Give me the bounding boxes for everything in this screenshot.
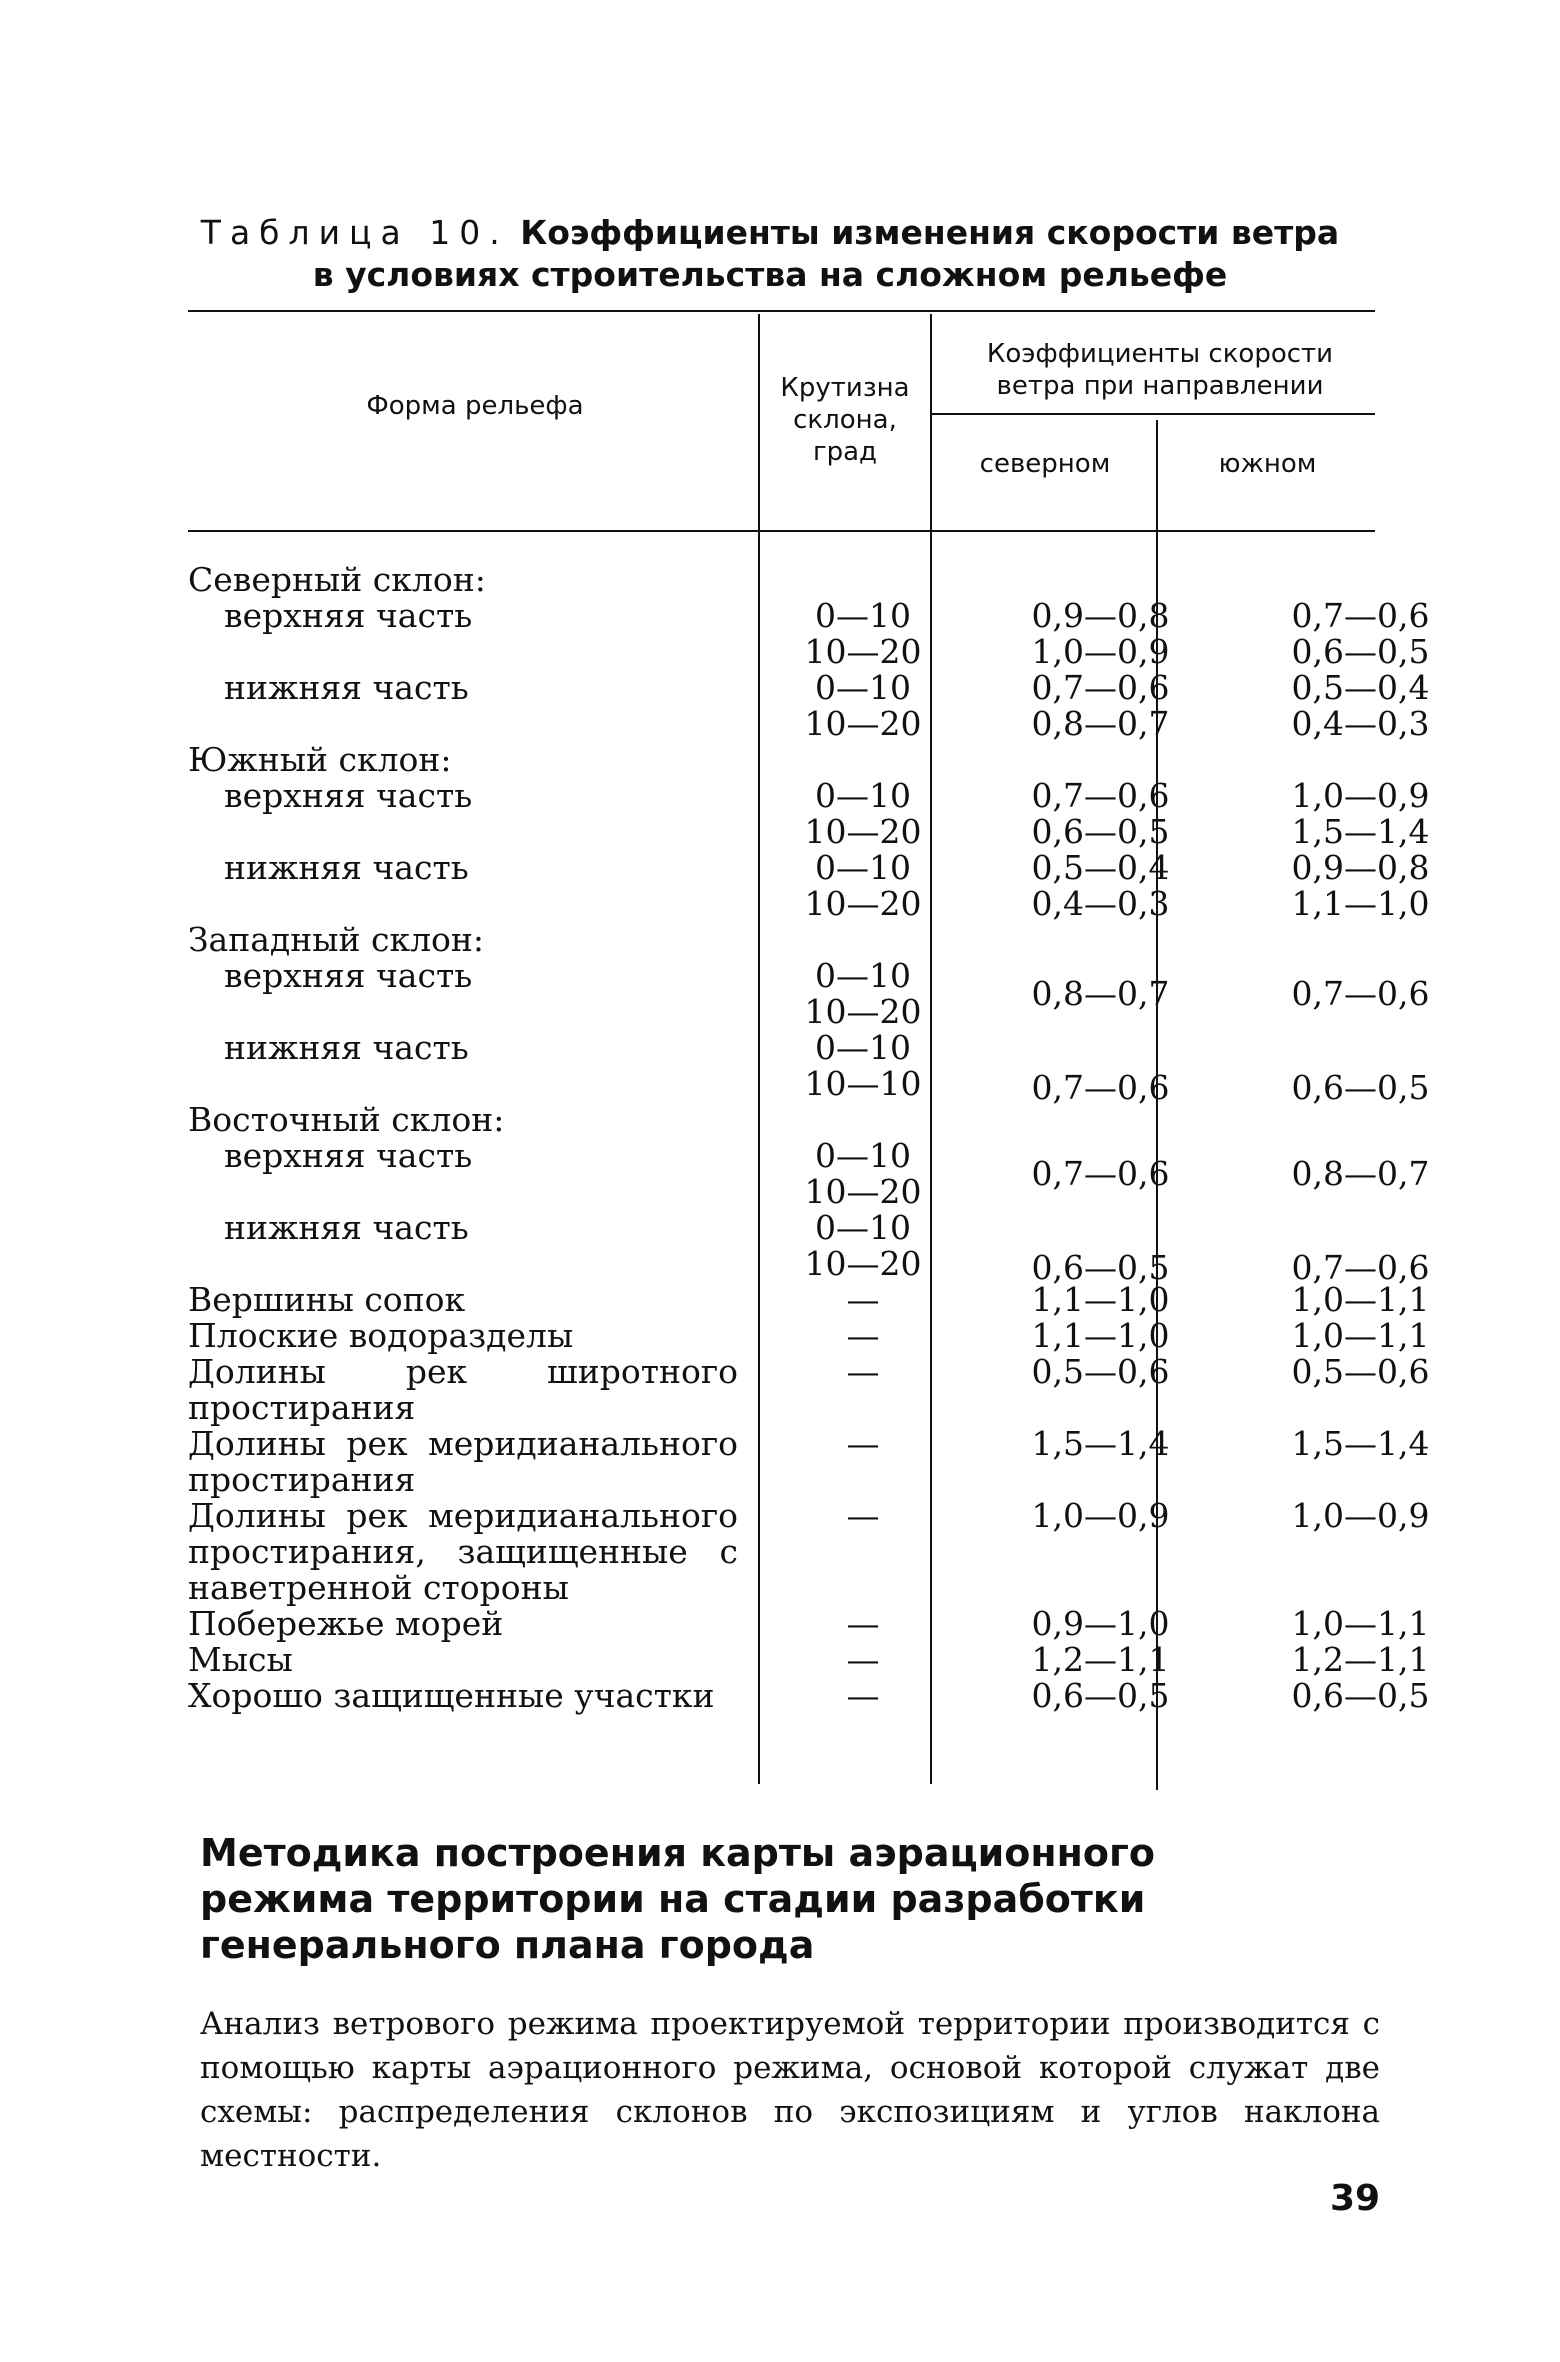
table-row	[188, 1496, 1430, 1607]
row-south: 0,9—0,8	[1291, 848, 1430, 887]
row-form: Хорошо защищенные участки	[188, 1676, 715, 1715]
row-angle: —	[846, 1676, 880, 1715]
row-south: 0,7—0,6	[1291, 596, 1430, 635]
table-row	[188, 562, 1388, 598]
row-south: 1,0—0,9	[1291, 1496, 1430, 1535]
row-north: 0,7—0,6	[1031, 776, 1170, 815]
row-angle: 10—20	[804, 884, 922, 923]
row-south: 0,7—0,6	[1291, 974, 1430, 1013]
table-row	[188, 812, 1430, 851]
row-angle: 10—20	[804, 812, 922, 851]
row-form: верхняя часть	[224, 776, 473, 815]
row-form: нижняя часть	[224, 1208, 469, 1247]
table-label: Таблица 10.	[200, 213, 509, 252]
row-south: 1,2—1,1	[1291, 1640, 1430, 1679]
table-row	[188, 1316, 1430, 1355]
row-north: 0,6—0,5	[1031, 812, 1170, 851]
table-row	[188, 776, 1430, 815]
table-row	[188, 668, 1430, 707]
row-north: 1,0—0,9	[1031, 1496, 1170, 1535]
table-row	[188, 1280, 1430, 1319]
row-south: 1,0—1,1	[1291, 1316, 1430, 1355]
table-row	[188, 922, 1388, 958]
row-north: 0,6—0,5	[1031, 1676, 1170, 1715]
row-south: 0,5—0,4	[1291, 668, 1430, 707]
table-caption	[190, 212, 1350, 296]
header-form: Форма рельефа	[366, 391, 584, 421]
row-form: верхняя часть	[224, 956, 473, 995]
row-north: 1,2—1,1	[1031, 1640, 1170, 1679]
row-south: 0,8—0,7	[1291, 1154, 1430, 1193]
row-form: Плоские водоразделы	[188, 1316, 574, 1355]
row-angle: 0—10	[815, 596, 911, 635]
row-south: 1,0—0,9	[1291, 776, 1430, 815]
row-angle: 10—20	[804, 992, 922, 1031]
row-south: 0,6—0,5	[1291, 632, 1430, 671]
row-south: 0,6—0,5	[1291, 1068, 1430, 1107]
header-bottom-rule	[188, 530, 1375, 532]
coeff-group-rule	[932, 413, 1375, 415]
row-form: Мысы	[188, 1640, 293, 1679]
row-angle: 0—10	[815, 848, 911, 887]
row-angle: —	[846, 1316, 880, 1355]
row-form: нижняя часть	[224, 668, 469, 707]
row-south: 0,6—0,5	[1291, 1676, 1430, 1715]
row-angle: —	[846, 1424, 880, 1463]
row-north: 1,5—1,4	[1031, 1424, 1170, 1463]
row-south: 0,7—0,6	[1291, 1248, 1430, 1287]
row-angle: 0—10	[815, 1136, 911, 1175]
row-angle: 10—20	[804, 1244, 922, 1283]
row-form: Западный склон:	[188, 920, 485, 959]
row-north: 0,7—0,6	[1031, 1154, 1170, 1193]
table-row	[188, 1424, 1430, 1499]
row-south: 1,5—1,4	[1291, 1424, 1430, 1463]
table-row	[188, 742, 1388, 778]
table-row	[188, 848, 1430, 887]
row-form: верхняя часть	[224, 1136, 473, 1175]
row-north: 0,6—0,5	[1031, 1248, 1170, 1287]
row-north: 0,9—1,0	[1031, 1604, 1170, 1643]
row-north: 0,5—0,6	[1031, 1352, 1170, 1391]
row-form: нижняя часть	[224, 848, 469, 887]
table-row	[188, 884, 1430, 923]
row-angle: 0—10	[815, 668, 911, 707]
row-angle: —	[846, 1352, 880, 1391]
row-north: 0,8—0,7	[1031, 974, 1170, 1013]
row-angle: 0—10	[815, 1208, 911, 1247]
table-row	[188, 1210, 1388, 1246]
row-form: Побережье морей	[188, 1604, 504, 1643]
table-row	[188, 596, 1430, 635]
row-form: Долины рек широтного простирания	[188, 1352, 738, 1427]
row-angle: 0—10	[815, 956, 911, 995]
row-form: нижняя часть	[224, 1028, 469, 1067]
row-north: 0,7—0,6	[1031, 668, 1170, 707]
row-south: 1,0—1,1	[1291, 1280, 1430, 1319]
table-row	[188, 1102, 1388, 1138]
row-north: 0,7—0,6	[1031, 1068, 1170, 1107]
row-angle: —	[846, 1640, 880, 1679]
row-form: Южный склон:	[188, 740, 452, 779]
row-angle: 0—10	[815, 776, 911, 815]
row-north: 0,4—0,3	[1031, 884, 1170, 923]
table-row	[188, 1604, 1430, 1643]
row-form: Долины рек меридианального простирания	[188, 1424, 738, 1499]
row-south: 1,0—1,1	[1291, 1604, 1430, 1643]
row-form: верхняя часть	[224, 596, 473, 635]
row-south: 0,5—0,6	[1291, 1352, 1430, 1391]
page-number: 39	[1330, 2178, 1381, 2219]
table-row	[188, 1640, 1430, 1679]
table-top-rule	[188, 310, 1375, 312]
table-row	[188, 632, 1430, 671]
table-row	[188, 1676, 1430, 1715]
table-title-line2: в условиях строительства на сложном рельефе	[312, 255, 1228, 294]
row-north: 1,0—0,9	[1031, 632, 1170, 671]
row-angle: 10—20	[804, 1172, 922, 1211]
row-south: 0,4—0,3	[1291, 704, 1430, 743]
row-north: 0,8—0,7	[1031, 704, 1170, 743]
row-form: Северный склон:	[188, 560, 486, 599]
table-row	[188, 704, 1430, 743]
section-title: Методика построения карты аэрационного режима территории на стадии разработки генерального плана города	[200, 1831, 1155, 1967]
row-form: Восточный склон:	[188, 1100, 505, 1139]
table-row	[188, 1064, 1430, 1107]
row-angle: 10—20	[804, 704, 922, 743]
row-north: 1,1—1,0	[1031, 1280, 1170, 1319]
row-angle: 0—10	[815, 1028, 911, 1067]
header-coeff-group: Коэффициенты скорости ветра при направлении	[986, 339, 1334, 401]
row-form: Долины рек меридианального простирания, защищенные с наветренной стороны	[188, 1496, 738, 1607]
row-angle: —	[846, 1496, 880, 1535]
row-angle: —	[846, 1280, 880, 1319]
row-south: 1,5—1,4	[1291, 812, 1430, 851]
header-south: южном	[1218, 449, 1317, 479]
row-south: 1,1—1,0	[1291, 884, 1430, 923]
header-steepness: Крутизна склона, град	[780, 373, 910, 467]
table-row	[188, 1030, 1388, 1066]
table-row	[188, 1244, 1430, 1287]
row-north: 1,1—1,0	[1031, 1316, 1170, 1355]
header-north: северном	[979, 449, 1111, 479]
row-angle: —	[846, 1604, 880, 1643]
row-north: 0,9—0,8	[1031, 596, 1170, 635]
row-angle: 10—20	[804, 632, 922, 671]
row-form: Вершины сопок	[188, 1280, 466, 1319]
table-row	[188, 1352, 1430, 1427]
body-paragraph: Анализ ветрового режима проектируемой территории производится с помощью карты аэрационного режима, основой которой служат две схемы: распределения склонов по экспозициям и углов наклона местности.	[200, 2006, 1380, 2174]
table-title-line1: Коэффициенты изменения скорости ветра	[520, 213, 1340, 252]
row-angle: 10—10	[804, 1064, 922, 1103]
row-north: 0,5—0,4	[1031, 848, 1170, 887]
